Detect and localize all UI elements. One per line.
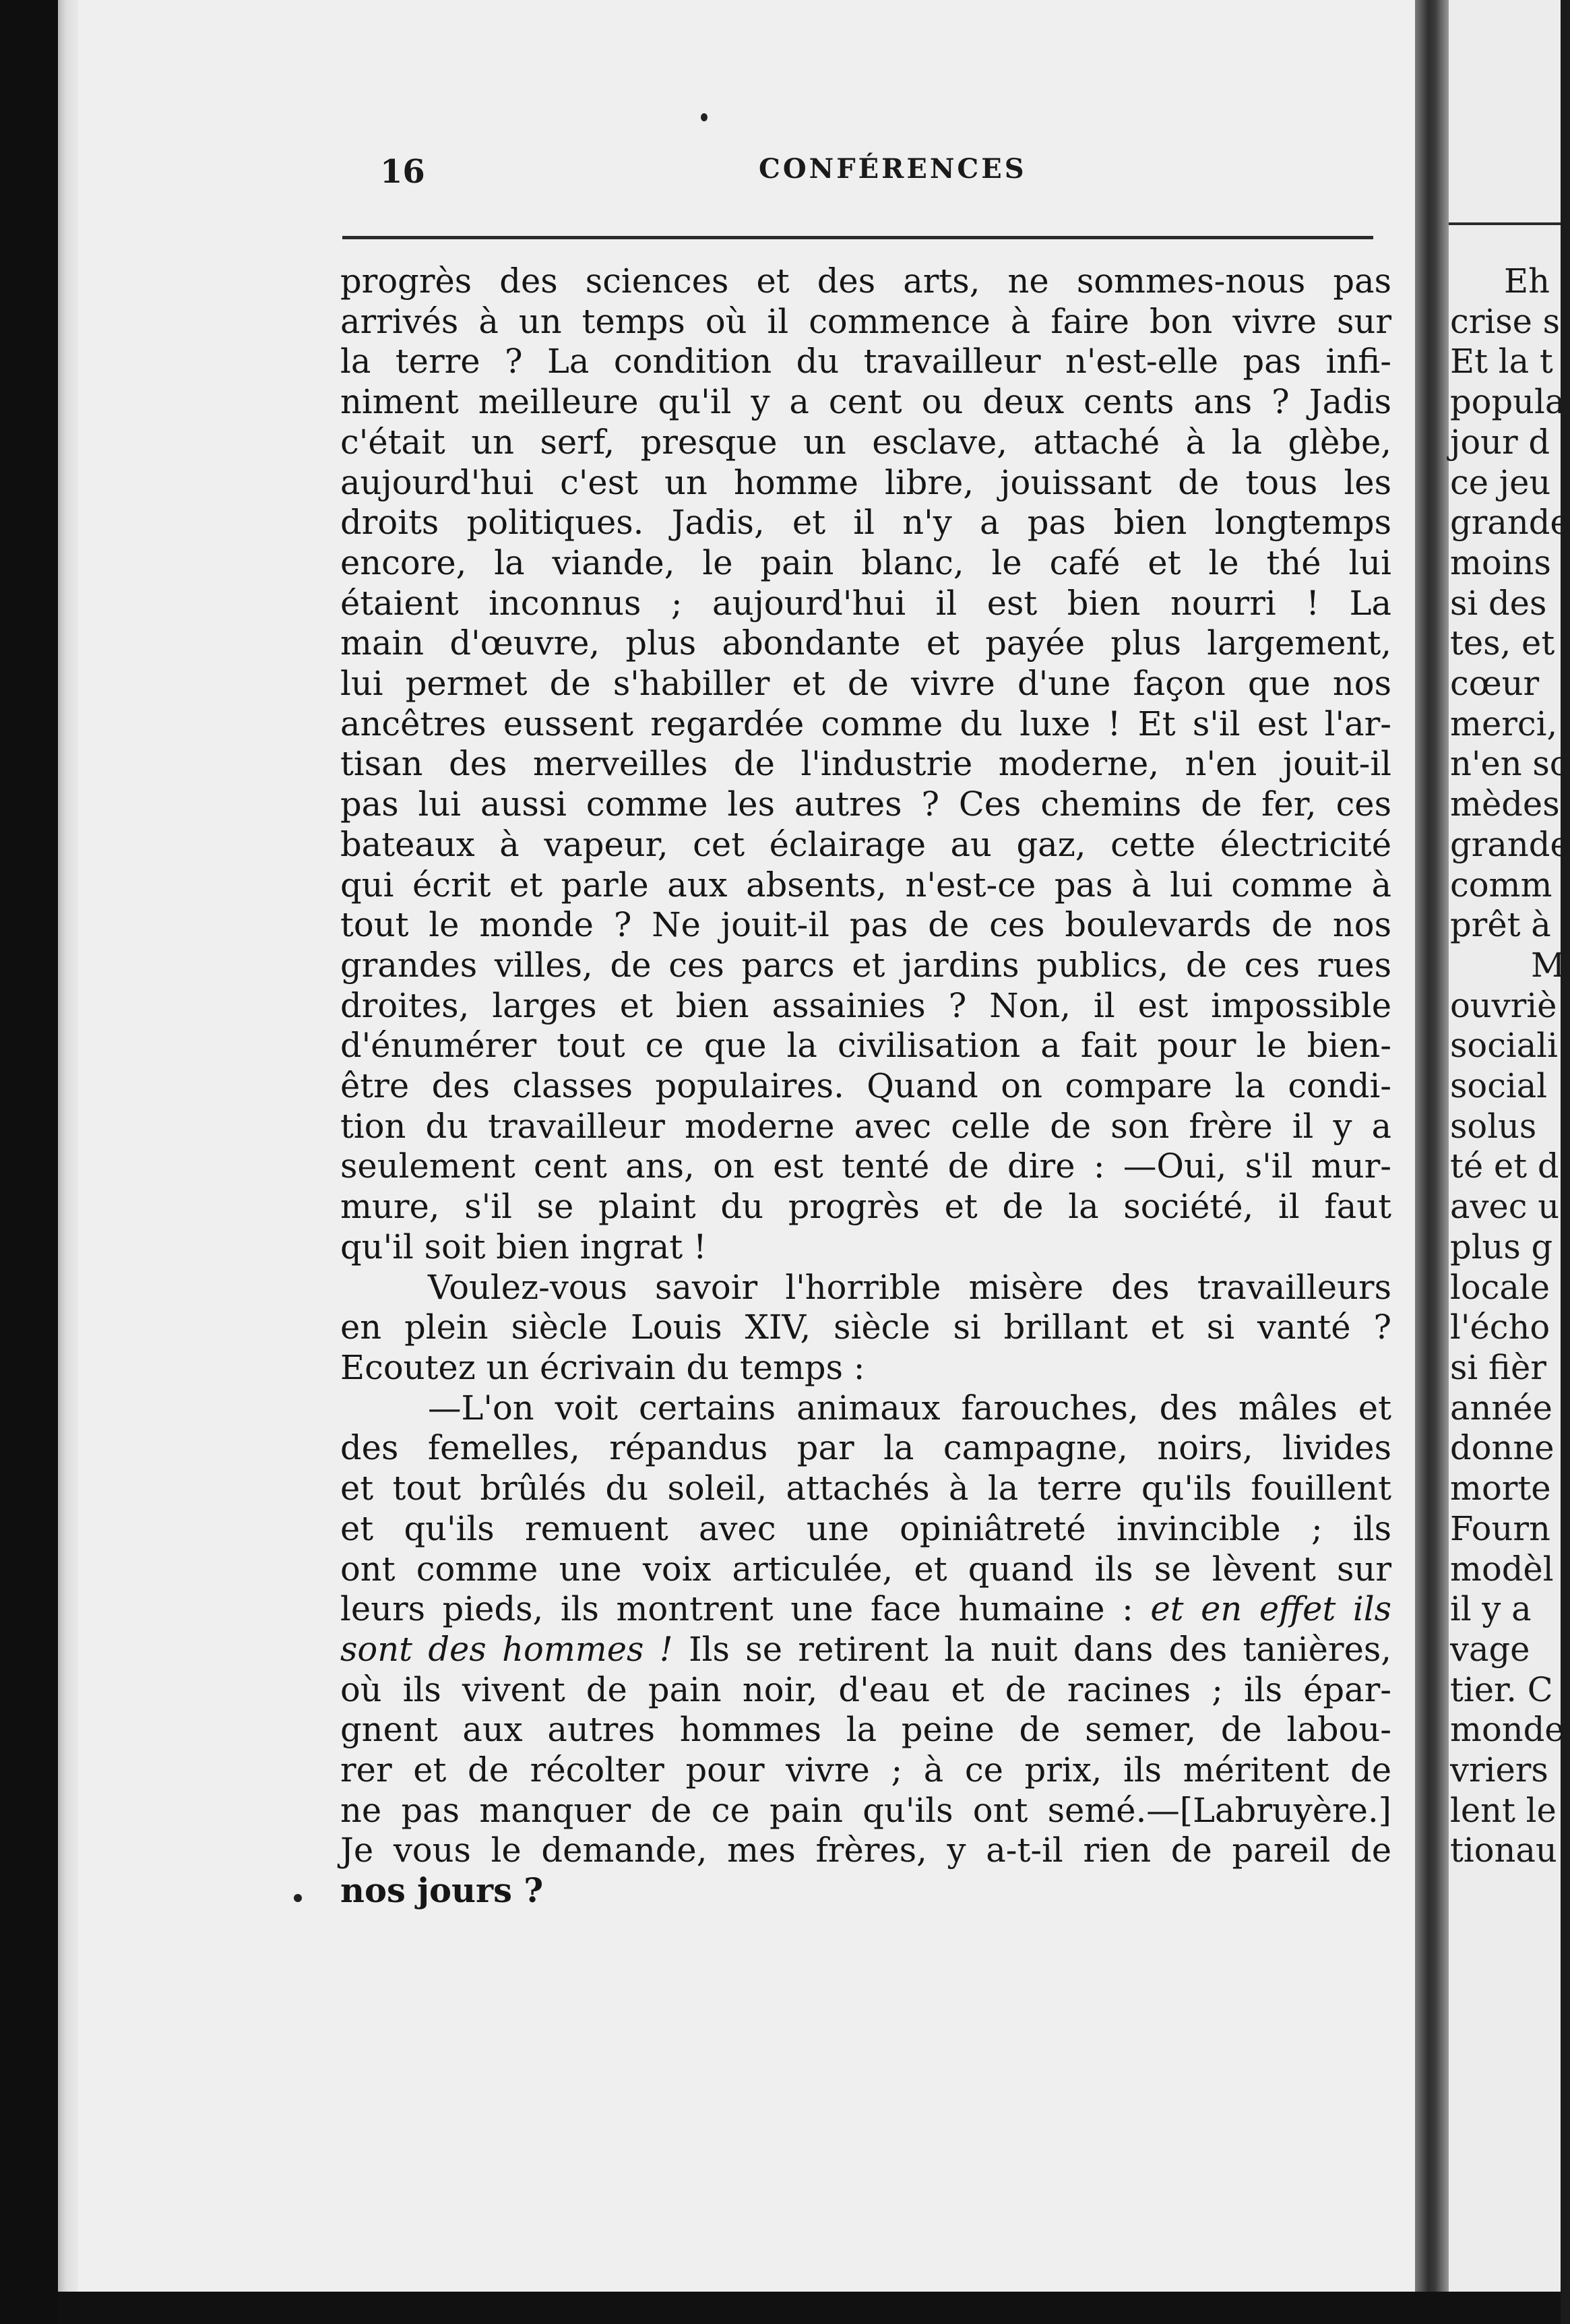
text-line: Voulez-vous savoir l'horrible misère des travailleurs [428,1267,1391,1307]
ink-speck [701,113,708,121]
quote-line: ont comme une voix articulée, et quand ils se lèvent sur [340,1549,1391,1589]
text-line: progrès des sciences et des arts, ne sommes-nous pas [340,262,1391,301]
facing-line: ce jeu [1450,462,1551,502]
running-title: CONFÉRENCES [759,153,1027,185]
facing-line: si fièr [1450,1347,1546,1387]
facing-line: année [1450,1388,1552,1428]
text-line: niment meilleure qu'il y a cent ou deux cents ans ? Jadis [340,382,1391,422]
text-line: qui écrit et parle aux absents, n'est-ce pas à lui comme à [340,865,1391,905]
quote-line: ne pas manquer de ce pain qu'ils ont semé.—[Labruyère.] [340,1790,1391,1830]
facing-line: crise s [1450,301,1561,341]
facing-line: moins [1450,543,1551,582]
text-line: bateaux à vapeur, cet éclairage au gaz, cette électricité [340,824,1391,864]
facing-line: tier. C [1450,1670,1553,1709]
scan-border-bottom [58,2292,1561,2324]
facing-line: tionau [1450,1831,1557,1870]
quote-line: des femelles, répandus par la campagne, noirs, livides [340,1428,1391,1468]
quote-line: et qu'ils remuent avec une opiniâtreté invincible ; ils [340,1508,1391,1548]
facing-line: prêt à [1450,905,1551,945]
page-header [342,138,1373,191]
facing-line: grande [1450,824,1570,864]
facing-line: vriers [1450,1750,1548,1790]
text-line: mure, s'il se plaint du progrès et de la société, il faut [340,1187,1391,1227]
facing-line: jour d [1450,422,1550,462]
facing-line: lent le [1450,1790,1557,1830]
facing-line: cœur [1450,664,1540,704]
facing-page-rule [1449,222,1561,225]
facing-line: n'en sc [1450,744,1569,784]
facing-line: Eh [1504,262,1550,301]
quote-line [340,1630,1391,1670]
facing-line: grande [1450,503,1570,543]
facing-line: ouvriè [1450,985,1557,1025]
quote-italic: et en effet ils [1150,1589,1391,1629]
margin-ink-mark [294,1894,302,1902]
text-line: droits politiques. Jadis, et il n'y a pas bien longtemps [340,503,1391,543]
facing-line: M [1531,945,1565,985]
text-line: étaient inconnus ; aujourd'hui il est bien nourri ! La [340,583,1391,623]
facing-line: vage [1450,1629,1530,1669]
text-line: être des classes populaires. Quand on compare la condi- [340,1066,1391,1106]
text-line: lui permet de s'habiller et de vivre d'une façon que nos [340,664,1391,704]
text-line: arrivés à un temps où il commence à faire bon vivre sur [340,301,1391,341]
facing-line: merci, [1450,704,1558,743]
facing-line: Et la t [1450,342,1553,381]
text-line: d'énumérer tout ce que la civilisation a fait pour le bien- [340,1026,1391,1066]
text-line: la terre ? La condition du travailleur n'est-elle pas infi- [340,342,1391,381]
facing-line: si des [1450,583,1547,623]
facing-line: Fourn [1450,1508,1550,1548]
text-line: main d'œuvre, plus abondante et payée plus largement, [340,623,1391,663]
facing-line: solus [1450,1106,1537,1146]
body-text [340,262,1391,1912]
scan-border-left [0,0,58,2324]
page-number: 16 [380,153,425,191]
quote-segment: leurs pieds, ils montrent une face humaine : [340,1589,1133,1629]
text-line: qu'il soit bien ingrat ! [340,1227,707,1266]
quote-line: rer et de récolter pour vivre ; à ce prix, ils méritent de [340,1750,1391,1790]
text-line: tisan des merveilles de l'industrie moderne, n'en jouit-il [340,744,1391,784]
text-line: tion du travailleur moderne avec celle de son frère il y a [340,1106,1391,1146]
facing-line: té et d [1450,1146,1559,1186]
facing-line: plus g [1450,1227,1553,1266]
text-line: en plein siècle Louis XIV, siècle si brillant et si vanté ? [340,1308,1391,1347]
book-gutter [1415,0,1449,2324]
facing-line: donne [1450,1428,1555,1468]
final-line: nos jours ? [340,1871,544,1911]
text-line: ancêtres eussent regardée comme du luxe ! Et s'il est l'ar- [340,704,1391,743]
facing-line: sociali [1450,1026,1558,1066]
facing-line: mèdes [1450,785,1560,824]
facing-line: morte [1450,1469,1551,1508]
quote-line: —L'on voit certains animaux farouches, des mâles et [428,1388,1391,1428]
facing-line: comm [1450,865,1552,905]
quote-line [340,1589,1391,1630]
text-line: droites, larges et bien assainies ? Non, il est impossible [340,985,1391,1025]
facing-line: tes, et [1450,623,1555,663]
text-line: encore, la viande, le pain blanc, le café et le thé lui [340,543,1391,582]
quote-line: où ils vivent de pain noir, d'eau et de racines ; ils épar- [340,1670,1391,1709]
text-line: seulement cent ans, on est tenté de dire : —Oui, s'il mur- [340,1146,1391,1186]
facing-line: popula [1450,382,1565,422]
facing-line: l'écho [1450,1308,1550,1347]
facing-line: social [1450,1066,1548,1106]
text-line: Je vous le demande, mes frères, y a-t-il rien de pareil de [340,1831,1391,1870]
quote-line: gnent aux autres hommes la peine de semer, de labou- [340,1710,1391,1750]
facing-line: il y a [1450,1589,1532,1629]
header-rule [342,236,1373,239]
page-edge-shadow [58,0,78,2305]
facing-line: avec u [1450,1187,1560,1227]
facing-page-text [1450,262,1570,1871]
quote-segment: Ils se retirent la nuit dans des tanières, [672,1629,1391,1669]
text-line: pas lui aussi comme les autres ? Ces chemins de fer, ces [340,785,1391,824]
text-line: Ecoutez un écrivain du temps : [340,1347,865,1387]
text-line: tout le monde ? Ne jouit-il pas de ces boulevards de nos [340,905,1391,945]
quote-italic: sont des hommes ! [340,1629,673,1669]
facing-line: locale [1450,1267,1550,1307]
facing-line: monde [1450,1710,1565,1750]
text-line: grandes villes, de ces parcs et jardins publics, de ces rues [340,945,1391,985]
text-line: c'était un serf, presque un esclave, attaché à la glèbe, [340,422,1391,462]
quote-line: et tout brûlés du soleil, attachés à la terre qu'ils fouillent [340,1469,1391,1508]
facing-line: modèl [1450,1549,1554,1589]
text-line: aujourd'hui c'est un homme libre, jouissant de tous les [340,462,1391,502]
